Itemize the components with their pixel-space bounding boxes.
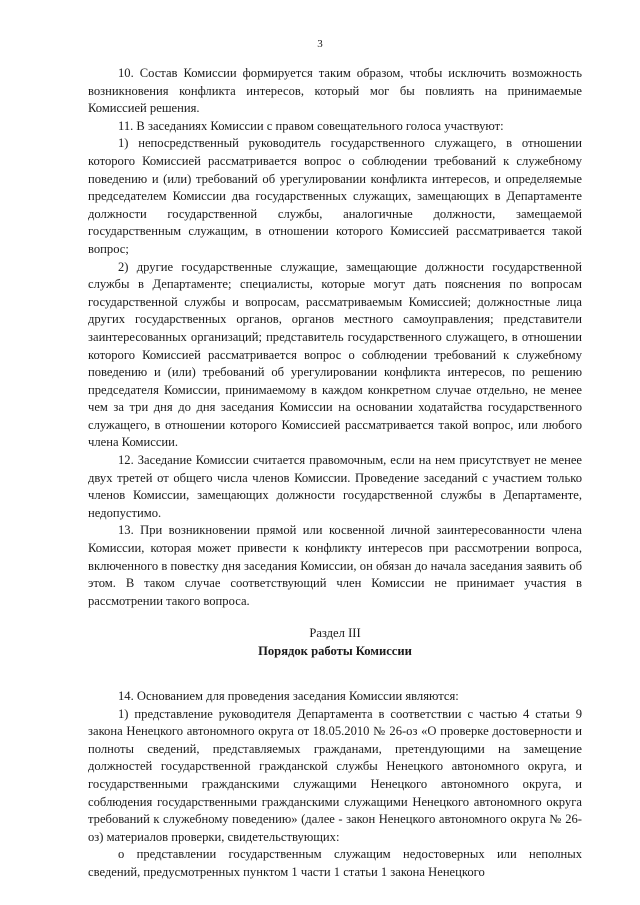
body-text-bottom — [88, 688, 582, 882]
paragraph-10: 10. Состав Комиссии формируется таким образом, чтобы исключить возможность возникновения конфликта интересов, который мог бы повлиять на принимаемые Комиссией решения. — [88, 66, 582, 116]
paragraph-14: 14. Основанием для проведения заседания Комиссии являются: — [118, 689, 459, 703]
paragraph-14-item-1: 1) представление руководителя Департамента в соответствии с частью 4 статьи 9 закона Ненецкого автономного округа от 18.05.2010 № 26-оз «О проверке достоверности и полноты сведений, представляемых гражданами, претендующими на замещение должностей государственной гражданской службы Ненецкого автономного округа, и государственными гражданскими служащими Ненецкого автономного округа, и соблюдения государственными гражданскими служащими Ненецкого автономного округа требований к служебному поведению» (далее - закон Ненецкого автономного округа № 26-оз) материалов проверки, свидетельствующих: — [88, 706, 582, 844]
section-label: Раздел III — [309, 626, 361, 640]
page-number: 3 — [317, 38, 323, 50]
paragraph-11-item-2: 2) другие государственные служащие, замещающие должности государственной службы в Департаменте; специалисты, которые могут дать пояснения по вопросам государственной службы и вопросам, рассматриваемым Комиссией; должностные лица других государственных органов, органов местного самоуправления; представители заинтересованных организаций; представитель государственного служащего, в отношении которого Комиссией рассматривается вопрос о соблюдении требований к служебному поведению и (или) требований об урегулировании конфликта интересов, по решению председателя Комиссии, принимаемому в каждом конкретном случае отдельно, не менее чем за три дня до дня заседания Комиссии на основании ходатайства государственного служащего, в отношении которого Комиссией рассматривается такой вопрос, или любого члена Комиссии. — [88, 259, 582, 450]
paragraph-11: 11. В заседаниях Комиссии с правом совещательного голоса участвуют: — [118, 118, 504, 133]
section-title: Порядок работы Комиссии — [258, 643, 412, 658]
paragraph-13: 13. При возникновении прямой или косвенной личной заинтересованности члена Комиссии, которая может привести к конфликту интересов при рассмотрении вопроса, включенного в повестку дня заседания Комиссии, он обязан до начала заседания заявить об этом. В таком случае соответствующий член Комиссии не принимает участия в рассмотрении такого вопроса. — [88, 523, 582, 608]
body-text-top — [88, 65, 582, 610]
paragraph-11-item-1: 1) непосредственный руководитель государственного служащего, в отношении которого Комиссией рассматривается вопрос о соблюдении требований к служебному поведению и (или) требований об урегулировании конфликта интересов, и определяемые председателем Комиссии два государственных служащих, замещающих в Департаменте должности государственной службы, аналогичные должности, замещаемой государственным служащим, в отношении которого Комиссией рассматривается такой вопрос; — [88, 136, 582, 256]
paragraph-12: 12. Заседание Комиссии считается правомочным, если на нем присутствует не менее двух третей от общего числа членов Комиссии. Проведение заседаний с участием только членов Комиссии, замещающих должности государственной службы в Департаменте, недопустимо. — [88, 453, 582, 520]
section-heading — [88, 625, 582, 660]
paragraph-14-item-1-sub: о представлении государственным служащим недостоверных или неполных сведений, предусмотренных пунктом 1 части 1 статьи 1 закона Ненецкого — [88, 847, 582, 879]
